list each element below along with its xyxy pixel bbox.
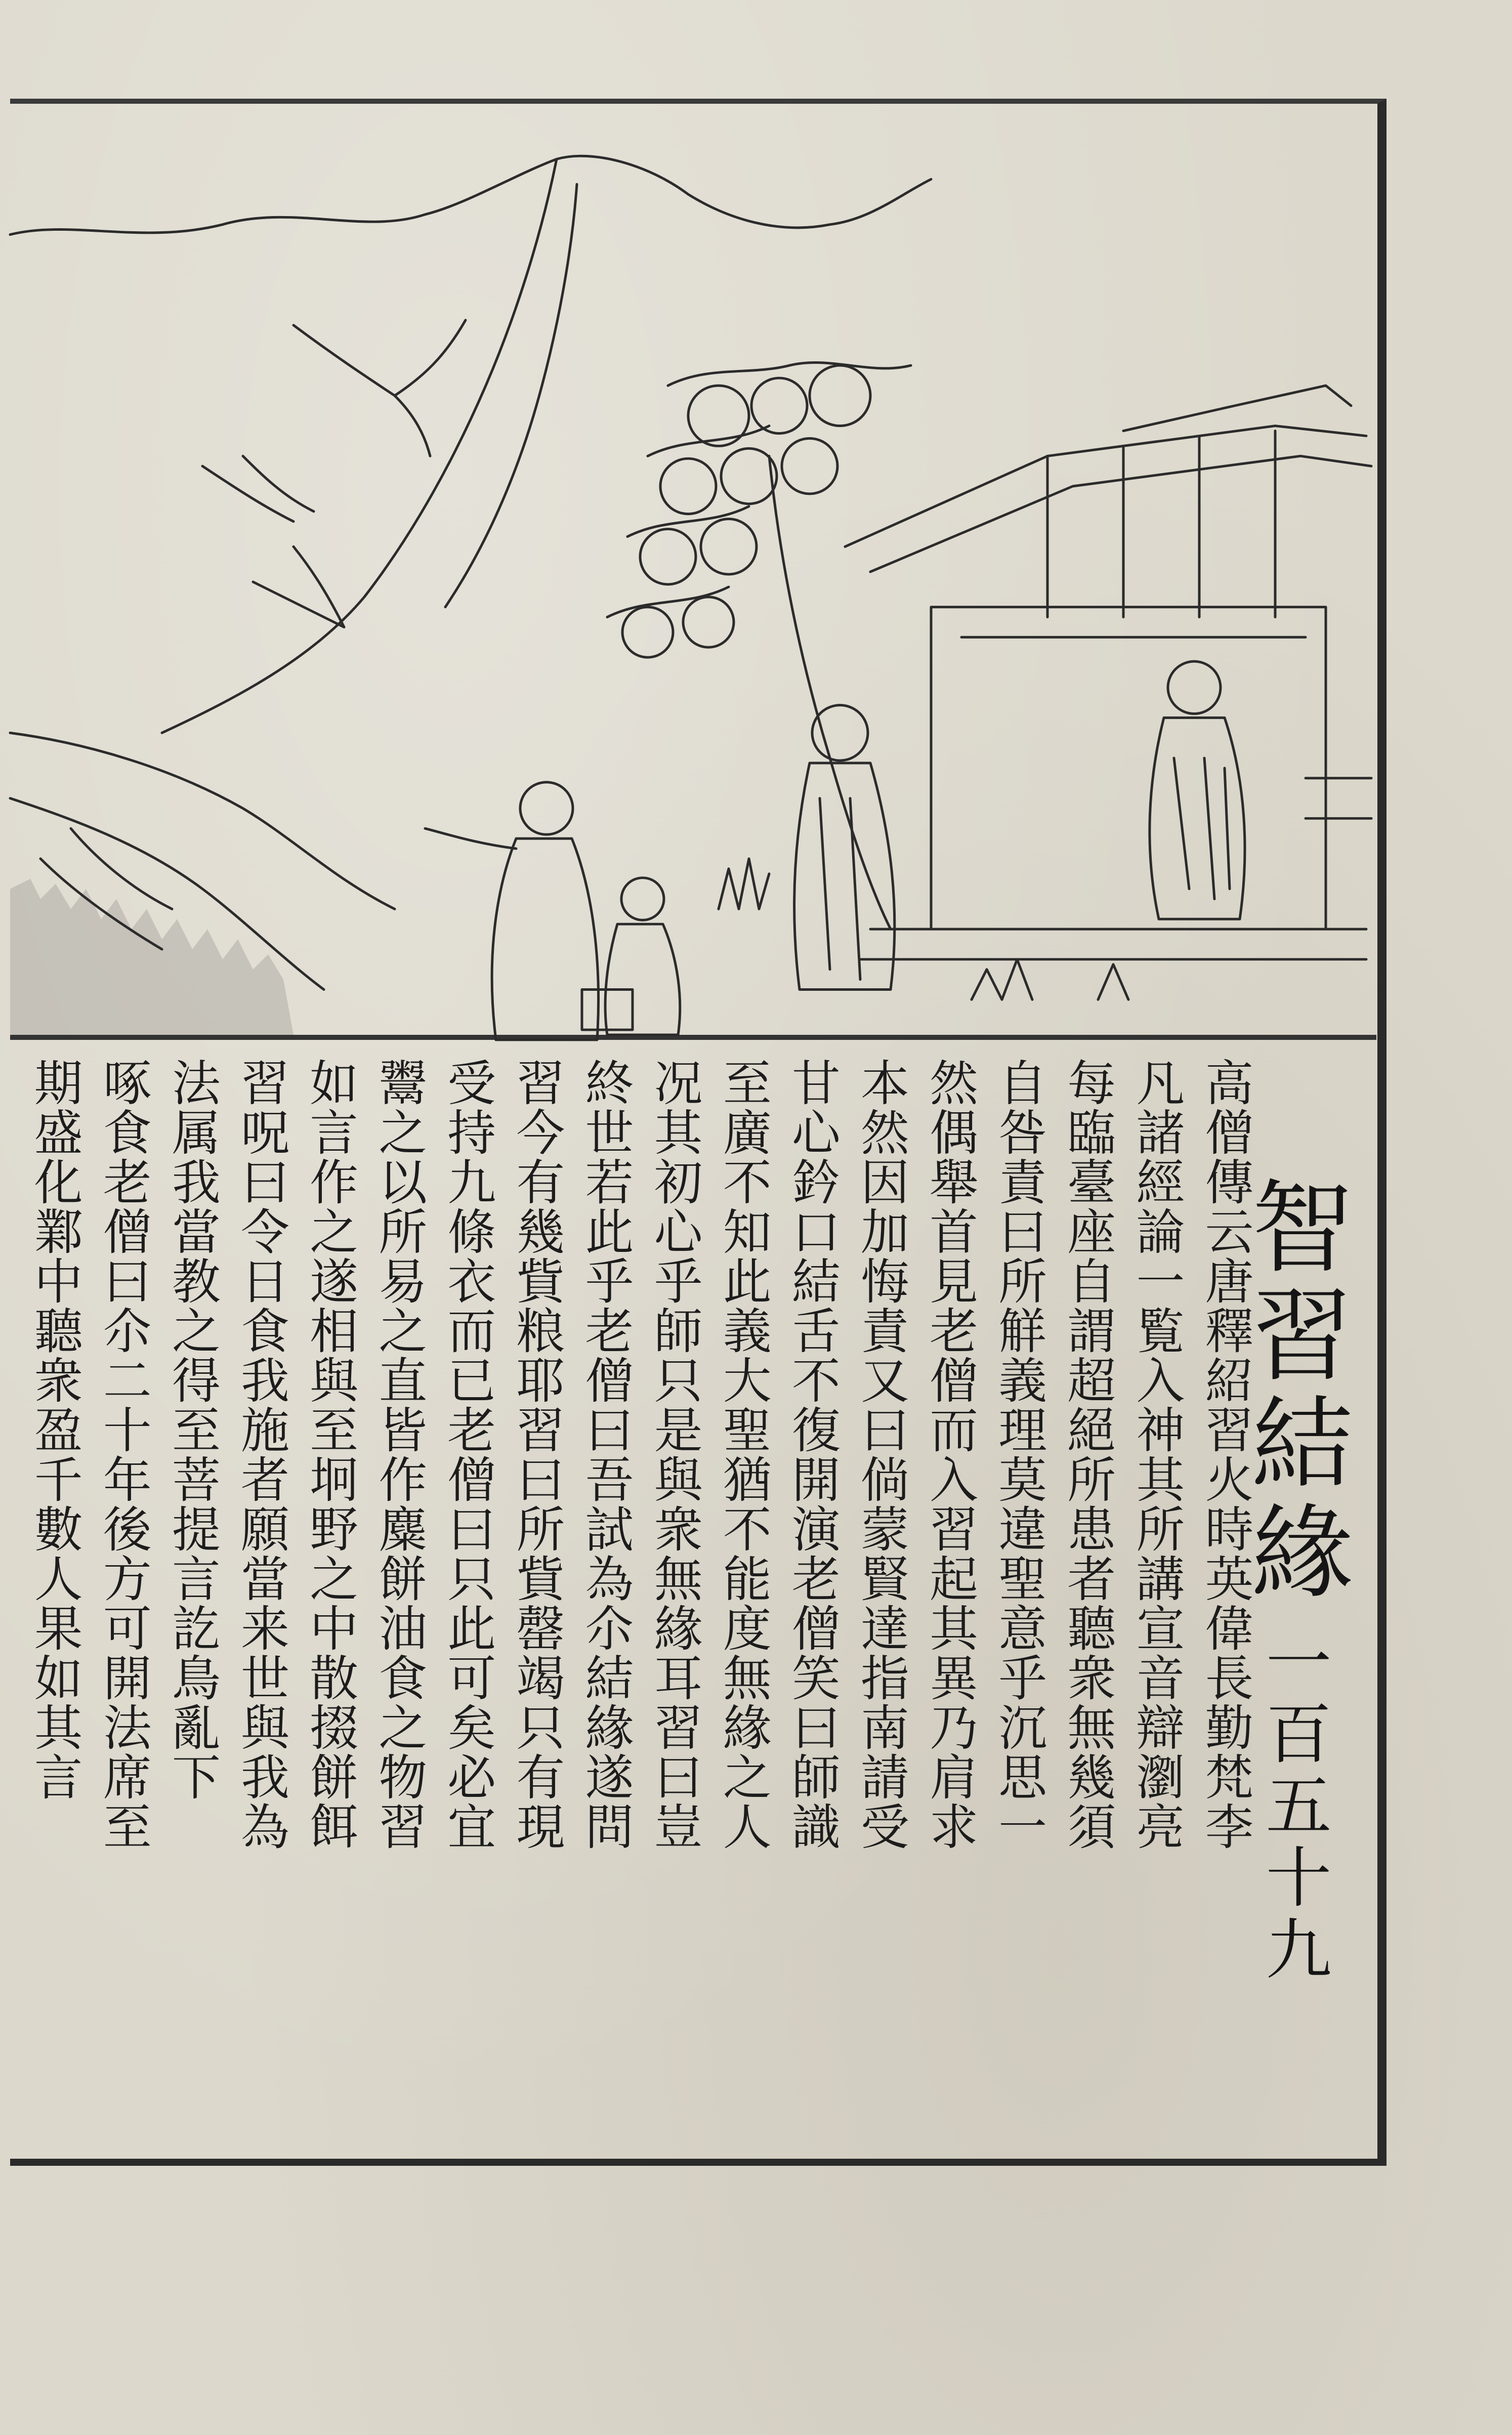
text-column-13: 鬻之以所易之直皆作麋餅油食之物習 [370, 1058, 428, 1851]
text-column-16: 法属我當教之得至菩提言訖鳥亂下 [164, 1058, 221, 1801]
text-column-8: 至廣不知此義大聖猶不能度無緣之人 [715, 1058, 772, 1851]
text-column-17: 啄食老僧曰尒二十年後方可開法席至 [95, 1058, 152, 1851]
text-column-7: 甘心鈐口結舌不復開演老僧笑曰師識 [784, 1058, 841, 1851]
text-block [10, 1042, 1376, 2158]
chapter-title [1235, 1042, 1366, 2146]
text-column-15: 習呪曰令日食我施者願當来世與我為 [233, 1058, 290, 1851]
title-main: 智習結緣 [1235, 1174, 1353, 1607]
text-column-4: 自咎責曰所觧義理莫違聖意乎沉思一 [990, 1058, 1047, 1851]
text-column-6: 本然因加悔責又曰倘蒙賢達指南請受 [853, 1058, 910, 1851]
text-column-12: 受持九條衣而已老僧曰只此可矣必宜 [439, 1058, 496, 1851]
text-column-3: 每臨臺座自謂超絕所患者聽衆無幾須 [1059, 1058, 1116, 1851]
text-column-5: 然偶舉首見老僧而入習起其異乃肩求 [921, 1058, 979, 1851]
text-column-10: 終世若此乎老僧曰吾試為尒結緣遂問 [577, 1058, 635, 1851]
woodblock-illustration [10, 104, 1376, 1040]
title-number: 一百五十九 [1255, 1627, 1332, 1987]
text-column-2: 凡諸經論一覧入神其所講宣音辯瀏亮 [1128, 1058, 1185, 1851]
illustration-drawing [10, 104, 1376, 1035]
text-column-1: 高僧傳云唐釋紹習火時英偉長勤梵李 [1197, 1058, 1254, 1851]
text-column-11: 習今有幾貲粮耶習曰所貲罄竭只有現 [508, 1058, 565, 1851]
text-column-14: 如言作之遂相與至坰野之中散掇餅餌 [302, 1058, 359, 1851]
text-column-18: 期盛化鄴中聽衆盈千數人果如其言 [26, 1058, 83, 1801]
text-column-9: 况其初心乎師只是與衆無緣耳習曰豈 [646, 1058, 703, 1851]
